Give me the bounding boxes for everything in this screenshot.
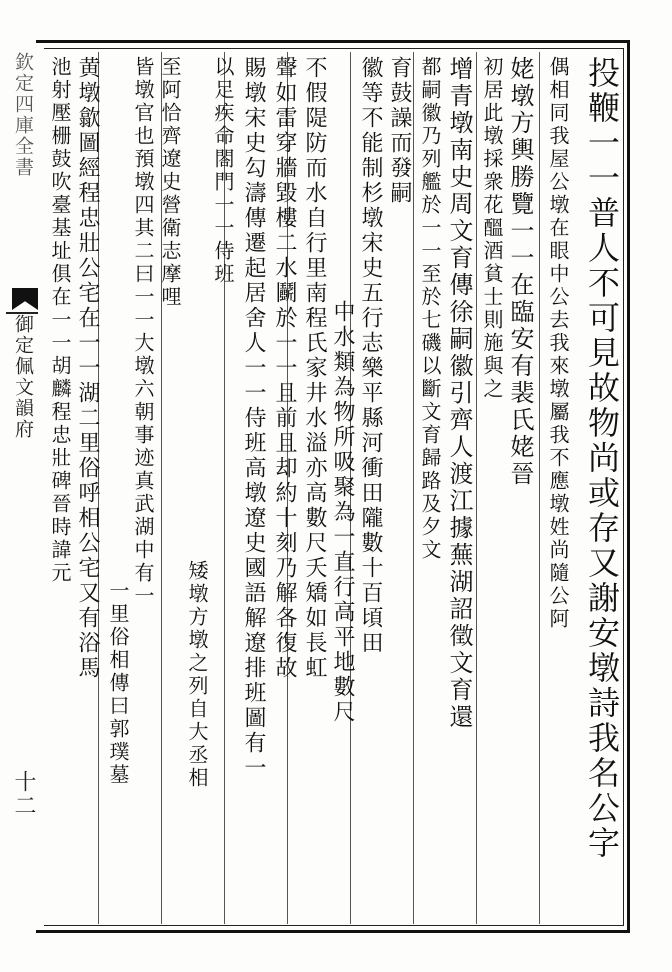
text-column-15: 至阿恰齊遼史營衛志摩哩 xyxy=(158,56,182,309)
text-column-7: 育鼓譟而發嗣 xyxy=(387,56,412,206)
text-column-17: 一里俗相傳曰郭璞墓 xyxy=(106,580,130,787)
text-column-1: 投鞭一一普人不可見故物尚或存又謝安墩詩我名公字 xyxy=(583,56,621,861)
text-column-2: 偶相同我屋公墩在眼中公去我來墩屬我不應墩姓尚隨公阿 xyxy=(546,56,570,631)
text-column-14: 矮墩方墩之列自大丞相 xyxy=(185,560,209,790)
column-rule xyxy=(539,52,540,924)
text-column-3: 姥墩方輿勝覽一一在臨安有裴氏姥晉 xyxy=(506,56,534,488)
text-column-12: 賜墩宋史勾濤傳遷起居舍人一一侍班高墩遼史國語解遼排班圖有一 xyxy=(241,56,266,781)
text-column-13: 以足疾命閤門一一侍班 xyxy=(211,56,235,286)
fish-tail-mark-icon xyxy=(12,288,38,310)
text-column-6: 都嗣徽乃列艦於一一至於七磯以斷文育歸路及夕文 xyxy=(418,56,442,562)
column-rule xyxy=(476,52,477,924)
text-column-19: 池射壓栅鼓吹臺基址俱在一一胡麟程忠壯碑晉時諱元 xyxy=(48,56,72,585)
text-column-10: 不假隄防而水自行里南程氏家井水溢亦高數尺夭矯如長虹 xyxy=(302,56,327,681)
text-column-18: 黄墩歙圖經程忠壯公宅在一一湖二里俗呼相公宅又有浴馬 xyxy=(75,56,100,681)
text-column-8: 徽等不能制杉墩宋史五行志樂平縣河衝田隴數十百頃田 xyxy=(358,56,383,656)
page-number: 十二 xyxy=(11,770,36,818)
text-column-5: 增青墩南史周文育傳徐嗣徽引齊人渡江據蕪湖詔徵文育還 xyxy=(445,56,473,731)
book-subtitle: 御定佩文韻府 xyxy=(12,314,34,440)
text-column-9: 中水類為物所吸聚為一直行高平地數尺 xyxy=(330,300,355,725)
text-column-11: 聲如雷穿牆毀樓二水鬬於一一且前且却約十刻乃解各復故 xyxy=(272,56,297,681)
text-column-16: 皆墩官也預墩四其二曰一一大墩六朝事迹真武湖中有一 xyxy=(131,56,155,608)
text-column-4: 初居此墩採衆花醞酒貧士則施與之 xyxy=(480,56,504,401)
book-title: 欽定四庫全書 xyxy=(12,52,34,178)
